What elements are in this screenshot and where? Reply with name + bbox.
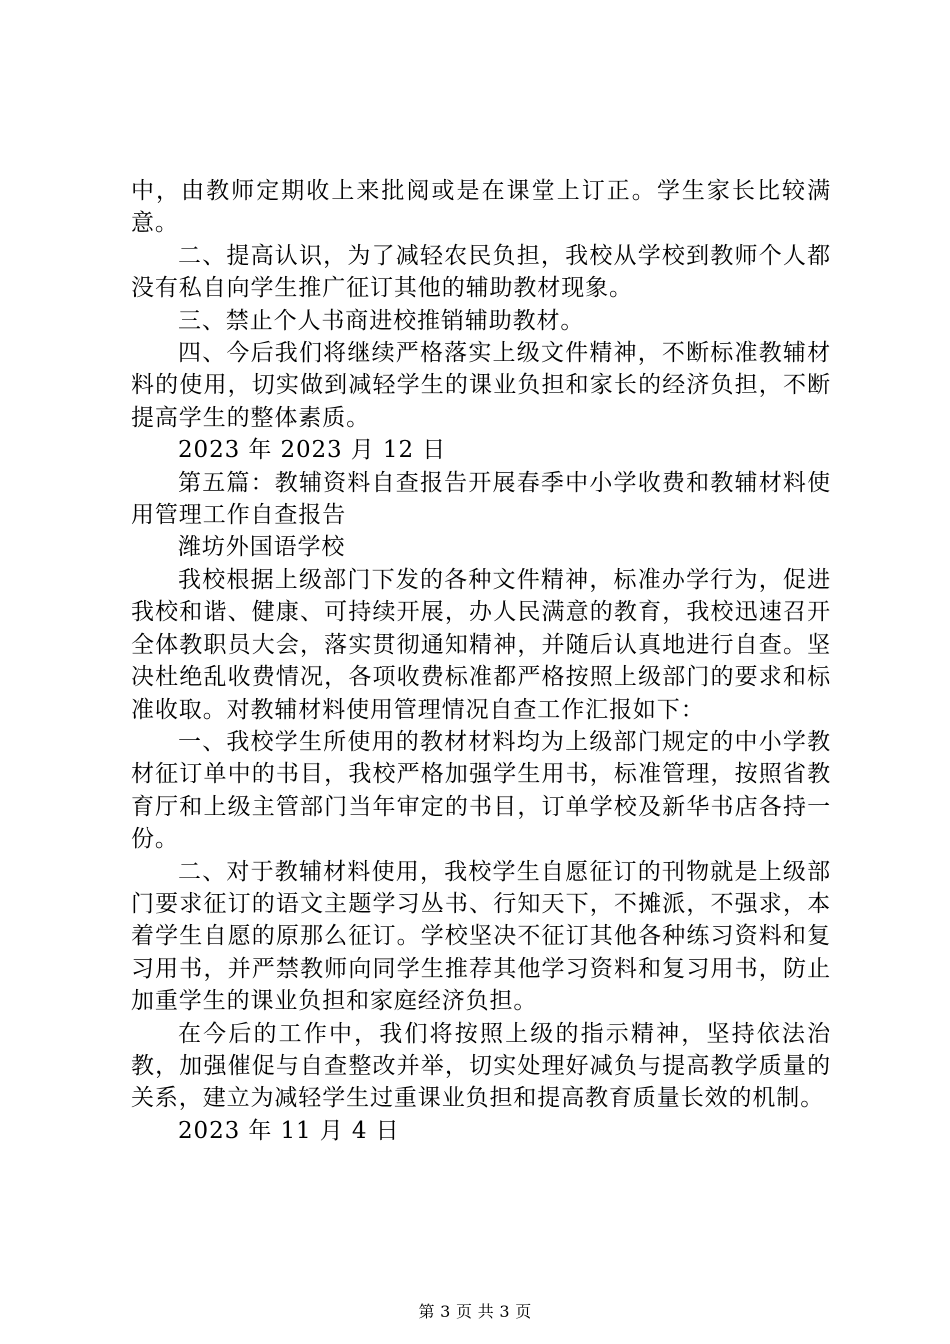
school-name: 潍坊外国语学校 — [178, 534, 346, 561]
paragraph-item-three: 三、禁止个人书商进校推销辅助教材。 — [178, 307, 585, 334]
date-line-first: 2023 年 2023 月 12 日 — [178, 437, 447, 464]
paragraph-conclusion: 在今后的工作中，我们将按照上级的指示精神，坚持依法治教，加强催促与自查整改并举，切实处理好减负与提高教学质量的关系，建立为减轻学生过重课业负担和提高教育质量长效的机制。 — [131, 1020, 831, 1112]
section-heading-fifth: 第五篇：教辅资料自查报告开展春季中小学收费和教辅材料使用管理工作自查报告 — [131, 469, 831, 529]
paragraph-item-four: 四、今后我们将继续严格落实上级文件精神，不断标准教辅材料的使用，切实做到减轻学生的课业负担和家长的经济负担，不断提高学生的整体素质。 — [131, 340, 831, 431]
date-line-second: 2023 年 11 月 4 日 — [178, 1117, 400, 1144]
paragraph-continuation: 中，由教师定期收上来批阅或是在课堂上订正。学生家长比较满意。 — [131, 178, 831, 237]
paragraph-item-two: 二、提高认识，为了减轻农民负担，我校从学校到教师个人都没有私自向学生推广征订其他的辅助教材现象。 — [131, 242, 831, 302]
paragraph-point-two: 二、对于教辅材料使用，我校学生自愿征订的刊物就是上级部门要求征订的语文主题学习丛书、行知天下，不摊派，不强求，本着学生自愿的原那么征订。学校坚决不征订其他各种练习资料和复习用书，并严禁教师向同学生推荐其他学习资料和复习用书，防止加重学生的课业负担和家庭经济负担。 — [131, 858, 831, 1015]
paragraph-intro: 我校根据上级部门下发的各种文件精神，标准办学行为，促进我校和谐、健康、可持续开展，办人民满意的教育，我校迅速召开全体教职员大会，落实贯彻通知精神，并随后认真地进行自查。坚决杜绝乱收费情况，各项收费标准都严格按照上级部门的要求和标准收取。对教辅材料使用管理情况自查工作汇报如下： — [131, 566, 831, 723]
document-body — [131, 175, 831, 1147]
page-number-footer: 第 3 页 共 3 页 — [418, 1302, 532, 1321]
paragraph-point-one: 一、我校学生所使用的教材材料均为上级部门规定的中小学教材征订单中的书目，我校严格加强学生用书，标准管理，按照省教育厅和上级主管部门当年审定的书目，订单学校及新华书店各持一份。 — [131, 728, 831, 853]
